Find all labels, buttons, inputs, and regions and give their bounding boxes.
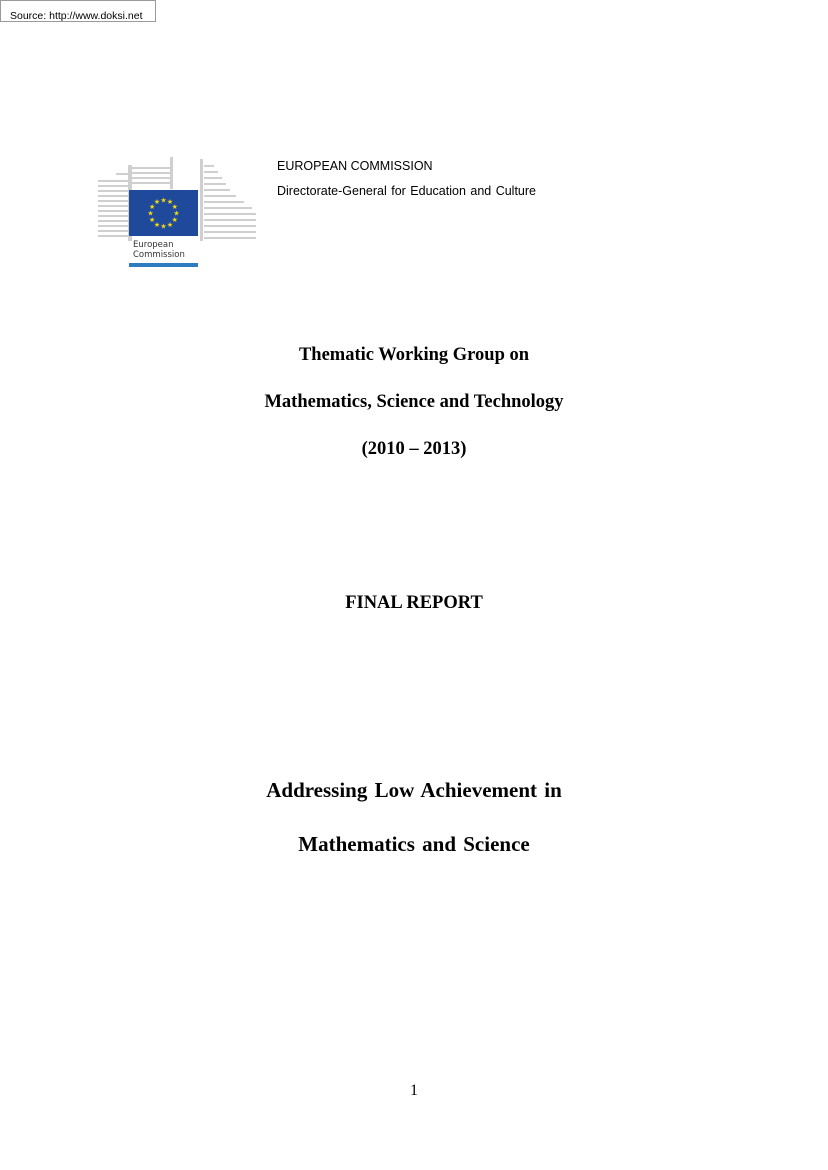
source-label: [0, 0, 156, 22]
title-years: (2010 – 2013): [361, 439, 467, 459]
subtitle-line-1: Addressing Low Achievement in: [266, 778, 562, 802]
subtitle-line-2: Mathematics and Science: [298, 832, 530, 856]
svg-text:★: ★: [171, 203, 178, 211]
svg-text:★: ★: [147, 209, 154, 218]
title-line-2: Mathematics, Science and Technology: [264, 392, 564, 412]
logo-underline: [129, 263, 198, 267]
report-type: FINAL REPORT: [345, 593, 483, 613]
logo-text-european: European: [133, 240, 174, 250]
organization-name: EUROPEAN COMMISSION: [277, 159, 433, 173]
svg-text:★: ★: [149, 203, 156, 211]
svg-text:★: ★: [171, 216, 178, 224]
building-right-icon: [200, 159, 256, 241]
european-commission-logo: [96, 155, 258, 270]
logo-text-commission: Commission: [133, 250, 185, 260]
svg-text:★: ★: [153, 198, 161, 207]
svg-text:★: ★: [160, 222, 167, 231]
title-line-1: Thematic Working Group on: [298, 345, 530, 365]
directorate-name: Directorate-General for Education and Culture: [277, 184, 536, 198]
page-number: 1: [410, 1082, 418, 1099]
svg-text:★: ★: [166, 220, 174, 229]
svg-text:★: ★: [153, 220, 161, 229]
source-text: Source: http://www.doksi.net: [10, 10, 143, 22]
svg-text:★: ★: [173, 209, 180, 218]
svg-text:★: ★: [160, 196, 167, 205]
svg-text:★: ★: [166, 198, 174, 207]
svg-text:★: ★: [149, 216, 156, 224]
